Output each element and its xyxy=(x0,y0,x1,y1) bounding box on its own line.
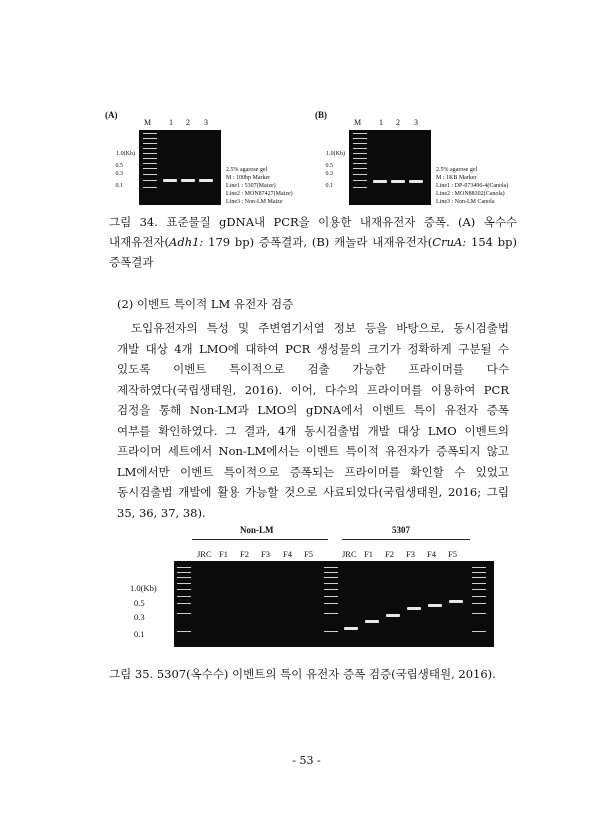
figure-35-caption: 그림 35. 5307(옥수수) 이벤트의 특이 유전자 증폭 검증(국립생태원, 2016). xyxy=(109,667,496,681)
caption-line xyxy=(109,232,517,252)
gel-legend xyxy=(226,166,306,206)
lane-label: F2 xyxy=(385,549,394,559)
page-number: - 53 - xyxy=(292,754,321,767)
legend-line: Line2 : MON88302(Canola) xyxy=(436,191,505,197)
figure-34-caption xyxy=(109,212,517,272)
legend-line: Line1 : DP-073496-4(Canola) xyxy=(436,183,509,189)
lane-label: F4 xyxy=(427,549,436,559)
caption-text: 내재유전자( xyxy=(109,235,170,249)
kb-label: 1.0(Kb) xyxy=(116,151,135,157)
pcr-band xyxy=(181,179,195,182)
panel-b-label: (B) xyxy=(315,110,327,120)
body-line: 검정을 통해 Non-LM과 LMO의 gDNA에서 이벤트 특이 유전자 증폭 xyxy=(117,403,509,417)
body-line: 도입유전자의 특성 및 주변염기서열 정보 등을 바탕으로, 동시검출법 xyxy=(131,321,509,335)
lane-label: M xyxy=(354,118,362,127)
pcr-band xyxy=(163,179,177,182)
body-line: 동시검출법 개발에 활용 가능할 것으로 사료되었다(국립생태원, 2016; 그림 xyxy=(117,485,509,499)
pcr-band xyxy=(428,604,442,607)
kb-label: 0.3 xyxy=(134,612,145,622)
legend-line: M : 100bp Marker xyxy=(226,175,271,181)
pcr-band xyxy=(409,180,423,183)
kb-label: 0.3 xyxy=(115,171,123,177)
kb-label: 1.0(Kb) xyxy=(130,583,157,593)
gel-image xyxy=(174,561,494,647)
legend-line: Line3 : Non-LM Maize xyxy=(226,199,283,205)
kb-label: 0.1 xyxy=(134,629,145,639)
lane-label: F3 xyxy=(406,549,415,559)
lane-label: F3 xyxy=(261,549,270,559)
legend-line: M : 1KB Marker xyxy=(436,175,477,181)
body-line: LM에서만 이벤트 특이적으로 증폭되는 프라이머를 확인할 수 있었고 xyxy=(117,464,509,479)
gel-image xyxy=(349,130,431,205)
pcr-band xyxy=(386,614,400,617)
legend-line: Line3 : Non-LM Canola xyxy=(436,199,495,205)
caption-line: 증폭결과 xyxy=(109,255,154,269)
lane-label: 1 xyxy=(379,118,383,127)
kb-label: 1.0(Kb) xyxy=(326,151,345,157)
section-body xyxy=(117,318,509,523)
lane-label: F1 xyxy=(219,549,228,559)
body-line: 개발 대상 4개 LMO에 대하여 PCR 생성물의 크기가 정확하게 구분될 수 xyxy=(117,341,509,356)
lane-label: M xyxy=(144,118,152,127)
pcr-band xyxy=(449,600,463,603)
legend-line: 2.5% agarose gel xyxy=(226,167,268,173)
group-label-nonlm: Non-LM xyxy=(240,525,274,535)
body-line: 프라이머 세트에서 Non-LM에서는 이벤트 특이적 유전자가 증폭되지 않고 xyxy=(117,444,510,458)
lane-label: F2 xyxy=(240,549,249,559)
body-line: 제작하였다(국립생태원, 2016). 이어, 다수의 프라이머를 이용하여 PCR xyxy=(117,382,509,397)
lane-label: 1 xyxy=(169,118,173,127)
caption-line: 그림 34. 표준물질 gDNA내 PCR을 이용한 내재유전자 증폭. (A) 옥수수 xyxy=(109,215,517,229)
lane-label: F1 xyxy=(364,549,373,559)
section-heading: (2) 이벤트 특이적 LM 유전자 검증 xyxy=(117,297,294,311)
pcr-band xyxy=(344,627,358,630)
panel-a-label: (A) xyxy=(105,110,118,120)
legend-line: 2.5% agarose gel xyxy=(436,167,478,173)
pcr-band xyxy=(407,607,421,610)
lane-label: 3 xyxy=(414,118,418,127)
pcr-band xyxy=(391,180,405,183)
body-line: 여부를 확인하였다. 그 결과, 4개 동시검출법 개발 대상 LMO 이벤트의 xyxy=(117,423,509,438)
body-line: 있도록 이벤트 특이적으로 검출 가능한 프라이머를 다수 xyxy=(117,362,509,376)
lane-label: F5 xyxy=(448,549,457,559)
lane-label: 2 xyxy=(396,118,400,127)
lane-label: JRC xyxy=(197,549,212,559)
pcr-band xyxy=(373,180,387,183)
lane-label: F4 xyxy=(283,549,292,559)
figure-34 xyxy=(95,108,515,208)
gel-legend xyxy=(436,166,516,206)
kb-label: 0.5 xyxy=(134,598,145,608)
kb-label: 0.1 xyxy=(325,183,333,189)
legend-line: Line1 : 5307(Maize) xyxy=(226,183,276,189)
panel-b xyxy=(305,108,515,208)
figure-35 xyxy=(130,523,510,653)
kb-label: 0.1 xyxy=(115,183,123,189)
pcr-band xyxy=(365,620,379,623)
gene-name: CruA: xyxy=(432,235,467,249)
pcr-band xyxy=(199,179,213,182)
panel-a xyxy=(95,108,305,208)
kb-label: 0.5 xyxy=(325,163,333,169)
legend-line: Line2 : MON87427(Maize) xyxy=(226,191,293,197)
kb-label: 0.3 xyxy=(325,171,333,177)
lane-label: F5 xyxy=(304,549,313,559)
lane-label: 2 xyxy=(186,118,190,127)
body-line: 35, 36, 37, 38). xyxy=(117,505,206,520)
group-label-5307: 5307 xyxy=(392,525,410,535)
caption-text: 154 bp) xyxy=(466,235,517,249)
lane-label: JRC xyxy=(342,549,357,559)
lane-label: 3 xyxy=(204,118,208,127)
kb-label: 0.5 xyxy=(115,163,123,169)
caption-text: 179 bp) 증폭결과, (B) 캐놀라 내재유전자( xyxy=(203,235,433,249)
gene-name: Adh1: xyxy=(169,235,204,249)
gel-image xyxy=(139,130,221,205)
